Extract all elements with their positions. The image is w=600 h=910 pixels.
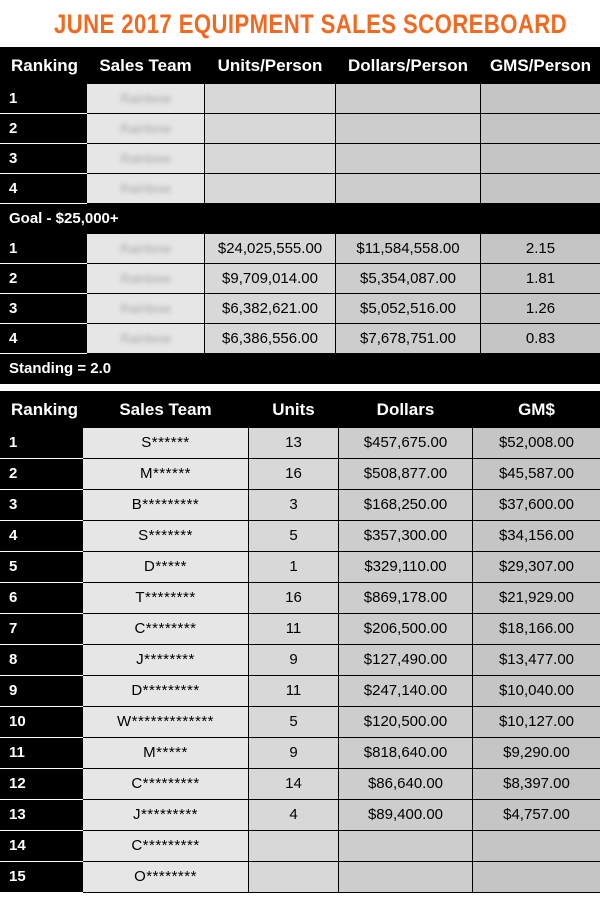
units-cell: 14	[249, 769, 339, 800]
table-row	[1, 84, 600, 114]
rank-cell: 3	[1, 294, 87, 324]
sales-team-cell: J********	[83, 645, 249, 676]
sales-team-cell: W*************	[83, 707, 249, 738]
sales-team-cell: S******	[83, 428, 249, 459]
goal-label: Goal - $25,000+	[1, 204, 600, 234]
table-row	[1, 144, 600, 174]
table-row	[1, 831, 600, 862]
blurred-team-name: Rainbow	[120, 181, 171, 196]
table1-header-gms-person: GMS/Person	[481, 48, 600, 84]
table-row	[1, 428, 600, 459]
gms-cell: $21,929.00	[473, 583, 600, 614]
dollars-cell	[339, 831, 473, 862]
dollars-cell: $5,052,516.00	[336, 294, 481, 324]
rank-cell: 4	[1, 174, 87, 204]
units-cell	[249, 862, 339, 893]
table-row	[1, 738, 600, 769]
dollars-cell: $457,675.00	[339, 428, 473, 459]
gms-cell: $9,290.00	[473, 738, 600, 769]
sales-team-cell	[87, 234, 205, 264]
table-row	[1, 174, 600, 204]
table-row	[1, 614, 600, 645]
rank-cell: 13	[1, 800, 83, 831]
sales-team-cell: M*****	[83, 738, 249, 769]
sales-team-cell: M******	[83, 459, 249, 490]
gms-cell	[481, 114, 600, 144]
dollars-cell	[336, 144, 481, 174]
rank-cell: 3	[1, 490, 83, 521]
gms-cell: $45,587.00	[473, 459, 600, 490]
gms-cell	[473, 831, 600, 862]
dollars-cell: $7,678,751.00	[336, 324, 481, 354]
sales-team-cell	[87, 264, 205, 294]
table1-header-units-person: Units/Person	[205, 48, 336, 84]
table-row	[1, 707, 600, 738]
rank-cell: 3	[1, 144, 87, 174]
units-cell	[205, 174, 336, 204]
gms-cell: $13,477.00	[473, 645, 600, 676]
table1-header-dollars-person: Dollars/Person	[336, 48, 481, 84]
dollars-cell: $120,500.00	[339, 707, 473, 738]
sales-team-cell: B*********	[83, 490, 249, 521]
dollars-cell: $86,640.00	[339, 769, 473, 800]
team-per-person-table	[0, 47, 600, 384]
units-cell: 11	[249, 676, 339, 707]
table2-header-gm-dollars: GM$	[473, 392, 600, 428]
gms-cell: 1.26	[481, 294, 600, 324]
table2-header-row	[1, 392, 600, 428]
gms-cell	[481, 174, 600, 204]
units-cell: 13	[249, 428, 339, 459]
rank-cell: 10	[1, 707, 83, 738]
sales-team-cell	[87, 144, 205, 174]
rank-cell: 7	[1, 614, 83, 645]
units-cell: $6,382,621.00	[205, 294, 336, 324]
table-row	[1, 114, 600, 144]
rank-cell: 11	[1, 738, 83, 769]
gms-cell	[473, 862, 600, 893]
rank-cell: 2	[1, 459, 83, 490]
sales-team-cell: D*********	[83, 676, 249, 707]
blurred-team-name: Rainbow	[120, 241, 171, 256]
dollars-cell: $329,110.00	[339, 552, 473, 583]
table2-header-units: Units	[249, 392, 339, 428]
blurred-team-name: Rainbow	[120, 301, 171, 316]
dollars-cell: $247,140.00	[339, 676, 473, 707]
sales-team-cell: T********	[83, 583, 249, 614]
table-row	[1, 862, 600, 893]
rank-cell: 9	[1, 676, 83, 707]
sales-team-cell: O********	[83, 862, 249, 893]
individual-sales-table	[0, 391, 600, 893]
units-cell: 9	[249, 738, 339, 769]
sales-team-cell	[87, 114, 205, 144]
units-cell: $9,709,014.00	[205, 264, 336, 294]
table-row	[1, 769, 600, 800]
units-cell: 3	[249, 490, 339, 521]
blurred-team-name: Rainbow	[120, 151, 171, 166]
blurred-team-name: Rainbow	[120, 121, 171, 136]
units-cell: 16	[249, 459, 339, 490]
gms-cell: $29,307.00	[473, 552, 600, 583]
rank-cell: 2	[1, 114, 87, 144]
gms-cell: $10,040.00	[473, 676, 600, 707]
sales-team-cell: C*********	[83, 831, 249, 862]
gms-cell: $52,008.00	[473, 428, 600, 459]
sales-team-cell	[87, 294, 205, 324]
dollars-cell	[336, 114, 481, 144]
gms-cell: $18,166.00	[473, 614, 600, 645]
table-row	[1, 645, 600, 676]
gms-cell	[481, 144, 600, 174]
table-row	[1, 552, 600, 583]
units-cell: $24,025,555.00	[205, 234, 336, 264]
scoreboard-title: JUNE 2017 EQUIPMENT SALES SCOREBOARD	[54, 9, 568, 39]
rank-cell: 8	[1, 645, 83, 676]
dollars-cell: $127,490.00	[339, 645, 473, 676]
blurred-team-name: Rainbow	[120, 271, 171, 286]
sales-team-cell: S*******	[83, 521, 249, 552]
table1-header-sales-team: Sales Team	[87, 48, 205, 84]
rank-cell: 12	[1, 769, 83, 800]
blurred-team-name: Rainbow	[120, 91, 171, 106]
units-cell: $6,386,556.00	[205, 324, 336, 354]
units-cell: 5	[249, 707, 339, 738]
dollars-cell: $206,500.00	[339, 614, 473, 645]
gms-cell: 2.15	[481, 234, 600, 264]
dollars-cell: $89,400.00	[339, 800, 473, 831]
units-cell: 11	[249, 614, 339, 645]
rank-cell: 1	[1, 84, 87, 114]
gms-cell: $34,156.00	[473, 521, 600, 552]
gms-cell: 0.83	[481, 324, 600, 354]
units-cell: 1	[249, 552, 339, 583]
rank-cell: 4	[1, 521, 83, 552]
dollars-cell: $357,300.00	[339, 521, 473, 552]
table-row	[1, 521, 600, 552]
rank-cell: 5	[1, 552, 83, 583]
sales-team-cell: C*********	[83, 769, 249, 800]
goal-row	[1, 204, 600, 234]
standing-row	[1, 354, 600, 384]
units-cell	[205, 114, 336, 144]
dollars-cell: $11,584,558.00	[336, 234, 481, 264]
dollars-cell: $168,250.00	[339, 490, 473, 521]
gms-cell: $4,757.00	[473, 800, 600, 831]
table-row	[1, 490, 600, 521]
units-cell	[205, 84, 336, 114]
table-row	[1, 459, 600, 490]
sales-team-cell: J*********	[83, 800, 249, 831]
blurred-team-name: Rainbow	[120, 331, 171, 346]
rank-cell: 1	[1, 234, 87, 264]
gms-cell: $10,127.00	[473, 707, 600, 738]
rank-cell: 4	[1, 324, 87, 354]
gms-cell: $8,397.00	[473, 769, 600, 800]
standing-label: Standing = 2.0	[1, 354, 600, 384]
sales-team-cell	[87, 84, 205, 114]
dollars-cell: $869,178.00	[339, 583, 473, 614]
units-cell: 16	[249, 583, 339, 614]
units-cell: 5	[249, 521, 339, 552]
rank-cell: 14	[1, 831, 83, 862]
table-row	[1, 264, 600, 294]
units-cell	[205, 144, 336, 174]
table1-header-row	[1, 48, 600, 84]
dollars-cell: $818,640.00	[339, 738, 473, 769]
sales-team-cell	[87, 324, 205, 354]
sales-team-cell: D*****	[83, 552, 249, 583]
table-row	[1, 294, 600, 324]
dollars-cell: $5,354,087.00	[336, 264, 481, 294]
dollars-cell	[339, 862, 473, 893]
sales-team-cell	[87, 174, 205, 204]
units-cell: 4	[249, 800, 339, 831]
dollars-cell: $508,877.00	[339, 459, 473, 490]
gms-cell: 1.81	[481, 264, 600, 294]
table2-header-ranking: Ranking	[1, 392, 83, 428]
rank-cell: 1	[1, 428, 83, 459]
rank-cell: 15	[1, 862, 83, 893]
rank-cell: 6	[1, 583, 83, 614]
table-row	[1, 800, 600, 831]
gms-cell: $37,600.00	[473, 490, 600, 521]
table-row	[1, 324, 600, 354]
table-row	[1, 676, 600, 707]
table1-header-ranking: Ranking	[1, 48, 87, 84]
table2-header-dollars: Dollars	[339, 392, 473, 428]
gms-cell	[481, 84, 600, 114]
sales-team-cell: C********	[83, 614, 249, 645]
table-row	[1, 234, 600, 264]
rank-cell: 2	[1, 264, 87, 294]
units-cell	[249, 831, 339, 862]
dollars-cell	[336, 84, 481, 114]
table-row	[1, 583, 600, 614]
units-cell: 9	[249, 645, 339, 676]
dollars-cell	[336, 174, 481, 204]
table2-header-sales-team: Sales Team	[83, 392, 249, 428]
